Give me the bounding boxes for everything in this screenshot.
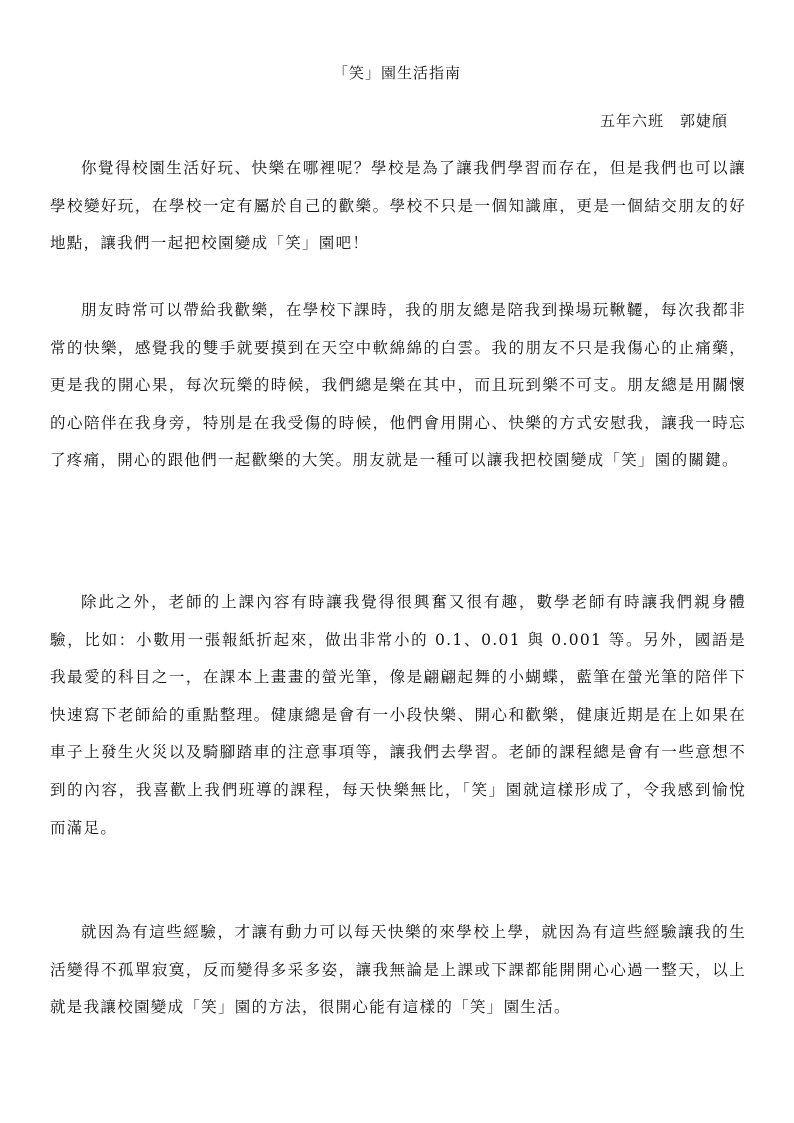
- paragraph-friends: 朋友時常可以帶給我歡樂，在學校下課時，我的朋友總是陪我到操場玩鞦韆，每次我都非常的快樂，感覺我的雙手就要摸到在天空中軟綿綿的白雲。我的朋友不只是我傷心的止痛藥，更是我的開心果，每次玩樂的時候，我們總是樂在其中，而且玩到樂不可支。朋友總是用關懷的心陪伴在我身旁，特別是在我受傷的時候，他們會用開心、快樂的方式安慰我，讓我一時忘了疼痛，開心的跟他們一起歡樂的大笑。朋友就是一種可以讓我把校園變成「笑」園的關鍵。: [50, 301, 746, 470]
- document-author: 五年六班 郭婕頎: [599, 112, 728, 130]
- document-title: 「笑」園生活指南: [332, 64, 461, 82]
- paragraph-teachers: 除此之外，老師的上課內容有時讓我覺得很興奮又很有趣，數學老師有時讓我們親身體驗，比如：小數用一張報紙折起來，做出非常小的 0.1、0.01 與 0.001 等。另外，國語是我最愛的科目之一，在課本上畫畫的螢光筆，像是翩翩起舞的小蝴蝶，藍筆在螢光筆的陪伴下快速寫下老師給的重點整理。健康總是會有一小段快樂、開心和歡樂，健康近期是在上如果在車子上發生火災以及騎腳踏車的注意事項等，讓我們去學習。老師的課程總是會有一些意想不到的內容，我喜歡上我們班導的課程，每天快樂無比，「笑」園就這樣形成了，令我感到愉悅而滿足。: [50, 593, 746, 837]
- paragraph-conclusion: 就因為有這些經驗，才讓有動力可以每天快樂的來學校上學，就因為有這些經驗讓我的生活變得不孤單寂寞，反而變得多采多姿，讓我無論是上課或下課都能開開心心過一整天，以上就是我讓校園變成「笑」園的方法，很開心能有這樣的「笑」園生活。: [50, 923, 746, 1017]
- paragraph-intro: 你覺得校園生活好玩、快樂在哪裡呢？學校是為了讓我們學習而存在，但是我們也可以讓學校變好玩，在學校一定有屬於自己的歡樂。學校不只是一個知識庫，更是一個結交朋友的好地點，讓我們一起把校園變成「笑」園吧！: [50, 159, 746, 253]
